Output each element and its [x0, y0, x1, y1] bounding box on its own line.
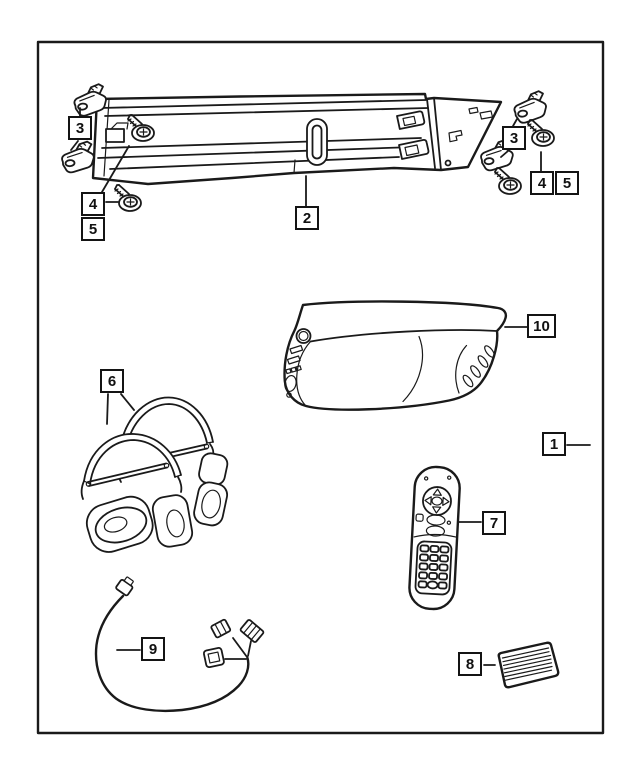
callout-box-10[interactable]: 10	[527, 314, 556, 338]
retainer-clip-bottom-left	[61, 141, 95, 173]
callout-box-5-left[interactable]: 5	[81, 217, 105, 241]
instruction-label	[499, 643, 558, 688]
callout-box-3-right[interactable]: 3	[502, 126, 526, 150]
screw-right-upper	[528, 120, 554, 146]
callout-box-1[interactable]: 1	[542, 432, 566, 456]
callout-box-2[interactable]: 2	[295, 206, 319, 230]
callout-box-4-left[interactable]: 4	[81, 192, 105, 216]
callout-box-7[interactable]: 7	[482, 511, 506, 535]
callout-box-5-right[interactable]: 5	[555, 171, 579, 195]
headphones	[82, 397, 230, 556]
callout-box-9[interactable]: 9	[141, 637, 165, 661]
callout-box-4-right[interactable]: 4	[530, 171, 554, 195]
overhead-console	[283, 302, 505, 410]
screw-left-lower	[115, 185, 141, 211]
callout-box-3-left[interactable]: 3	[68, 116, 92, 140]
bracket-rail	[93, 94, 501, 184]
remote-control	[408, 466, 460, 610]
callout-box-8[interactable]: 8	[458, 652, 482, 676]
wiring-harness	[96, 575, 264, 711]
screw-right-lower	[495, 168, 521, 194]
callout-box-6[interactable]: 6	[100, 369, 124, 393]
